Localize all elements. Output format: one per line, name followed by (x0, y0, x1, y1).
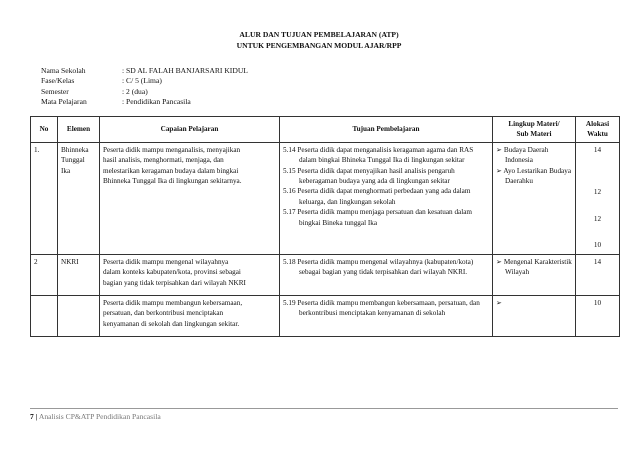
info-value: : SD AL FALAH BANJARSARI KIDUL (122, 66, 248, 75)
cell-materi (493, 254, 576, 295)
info-label: Fase/Kelas (41, 76, 75, 86)
school-info (41, 66, 248, 108)
alokasi-value: 14 (593, 145, 602, 154)
tujuan-item: 5.15 Peserta didik dapat menyajikan hasil analisis pengaruh keberagaman budaya yang ada di lingkungan sekitar (283, 166, 455, 186)
info-value: : Pendidikan Pancasila (122, 97, 191, 107)
table-row (31, 142, 620, 254)
page-footer (30, 412, 161, 421)
header-lingkup-line1: Lingkup Materi/ (508, 120, 560, 128)
materi-item: ➢ (496, 298, 503, 307)
capaian-line: hasil analisis, menghormati, menjaga, dan (103, 156, 224, 165)
table-header-row (31, 117, 620, 143)
tujuan-item: 5.16 Peserta didik dapat menghormati perbedaan yang ada dalam keluarga, dan lingkungan sekolah (283, 187, 471, 206)
header-alokasi-line1: Alokasi (585, 120, 610, 128)
materi-item: ➢ Mengenal Karakteristik Wilayah (496, 257, 572, 277)
cell-materi (493, 142, 576, 254)
tujuan-item: 5.14 Peserta didik dapat menganalisis keragaman agama dan RAS dalam bingkai Bhineka Tunggal Ika di lingkungan sekitar (283, 145, 474, 165)
document-subtitle: UNTUK PENGEMBANGAN MODUL AJAR/RPP (236, 41, 402, 50)
cell-no: 1. (31, 142, 58, 254)
info-row (41, 87, 248, 97)
header-alokasi-line2: Waktu (587, 130, 608, 139)
alokasi-value: 12 (593, 214, 602, 223)
alokasi-value: 10 (593, 241, 602, 250)
table-row (31, 295, 620, 336)
cell-alokasi (576, 254, 620, 295)
capaian-line: bagian yang tidak terpisahkan dari wilayah NKRI (103, 278, 246, 287)
info-row (41, 76, 248, 86)
info-row (41, 66, 248, 76)
info-label: Mata Pelajaran (41, 97, 87, 107)
header-capaian: Capaian Pelajaran (100, 117, 280, 143)
capaian-line: Peserta didik mampu mengenal wilayahnya (103, 257, 229, 266)
elemen-line: Tunggal (61, 156, 85, 165)
elemen-line: Bhinneka (61, 145, 89, 154)
header-lingkup-line2: Sub Materi (516, 130, 552, 139)
cell-no (31, 295, 58, 336)
capaian-line: kenyamanan di sekolah dan lingkungan sekitar. (103, 319, 240, 328)
cell-tujuan (280, 254, 493, 295)
header-lingkup (493, 117, 576, 143)
capaian-line: Bhinneka Tunggal Ika di lingkungan sekitarnya. (103, 177, 242, 186)
capaian-line: dalam konteks kabupaten/kota, provinsi sebagai (103, 268, 241, 277)
info-label: Nama Sekolah (41, 66, 86, 75)
cell-capaian (100, 142, 280, 254)
table-row (31, 254, 620, 295)
cell-capaian (100, 295, 280, 336)
header-alokasi (576, 117, 620, 143)
tujuan-item: 5.18 Peserta didik mampu mengenal wilayahnya (kabupaten/kota) sebagai bagian yang tidak terpisahkan dari wilayah NKRI. (283, 257, 474, 277)
cell-tujuan (280, 295, 493, 336)
cell-alokasi (576, 295, 620, 336)
header-elemen: Elemen (58, 117, 100, 143)
materi-item: ➢ Budaya Daerah Indonesia (496, 145, 549, 165)
alokasi-value: 14 (593, 257, 602, 266)
header-no: No (31, 117, 58, 143)
materi-item: ➢ Ayo Lestarikan Budaya Daerahku (496, 166, 572, 186)
info-row (41, 97, 248, 107)
cell-tujuan (280, 142, 493, 254)
atp-table (30, 116, 620, 337)
cell-alokasi (576, 142, 620, 254)
capaian-line: Peserta didik mampu membangun kebersamaan, (103, 298, 243, 307)
page-number: 7 | (30, 412, 38, 421)
cell-no: 2 (31, 254, 58, 295)
elemen-line: Ika (61, 166, 71, 175)
cell-capaian (100, 254, 280, 295)
tujuan-item: 5.17 Peserta didik mampu menjaga persatuan dan kesatuan dalam bingkai Bineka tunggal Ika (283, 208, 473, 227)
alokasi-value: 10 (593, 298, 602, 307)
footer-text: Analisis CP&ATP Pendidikan Pancasila (37, 412, 161, 421)
capaian-line: Peserta didik mampu menganalisis, menyajikan (103, 145, 241, 154)
header-tujuan: Tujuan Pembelajaran (280, 117, 493, 143)
alokasi-value: 12 (593, 188, 602, 197)
cell-elemen (58, 142, 100, 254)
info-label: Semester (41, 86, 69, 96)
cell-elemen (58, 295, 100, 336)
tujuan-item: 5.19 Peserta didik mampu membangun kebersamaan, persatuan, dan berkontribusi menciptakan kenyamanan di sekolah (283, 298, 480, 318)
info-value: : 2 (dua) (122, 86, 148, 96)
cell-materi (493, 295, 576, 336)
elemen-line: NKRI (61, 257, 79, 266)
capaian-line: melestarikan keragaman budaya dalam bingkai (103, 166, 239, 175)
document-title: ALUR DAN TUJUAN PEMBELAJARAN (ATP) (239, 30, 399, 39)
capaian-line: persatuan, dan berkontribusi menciptakan (103, 309, 224, 318)
footer-divider (30, 408, 618, 409)
cell-elemen (58, 254, 100, 295)
info-value: : C/ 5 (Lima) (122, 76, 162, 86)
